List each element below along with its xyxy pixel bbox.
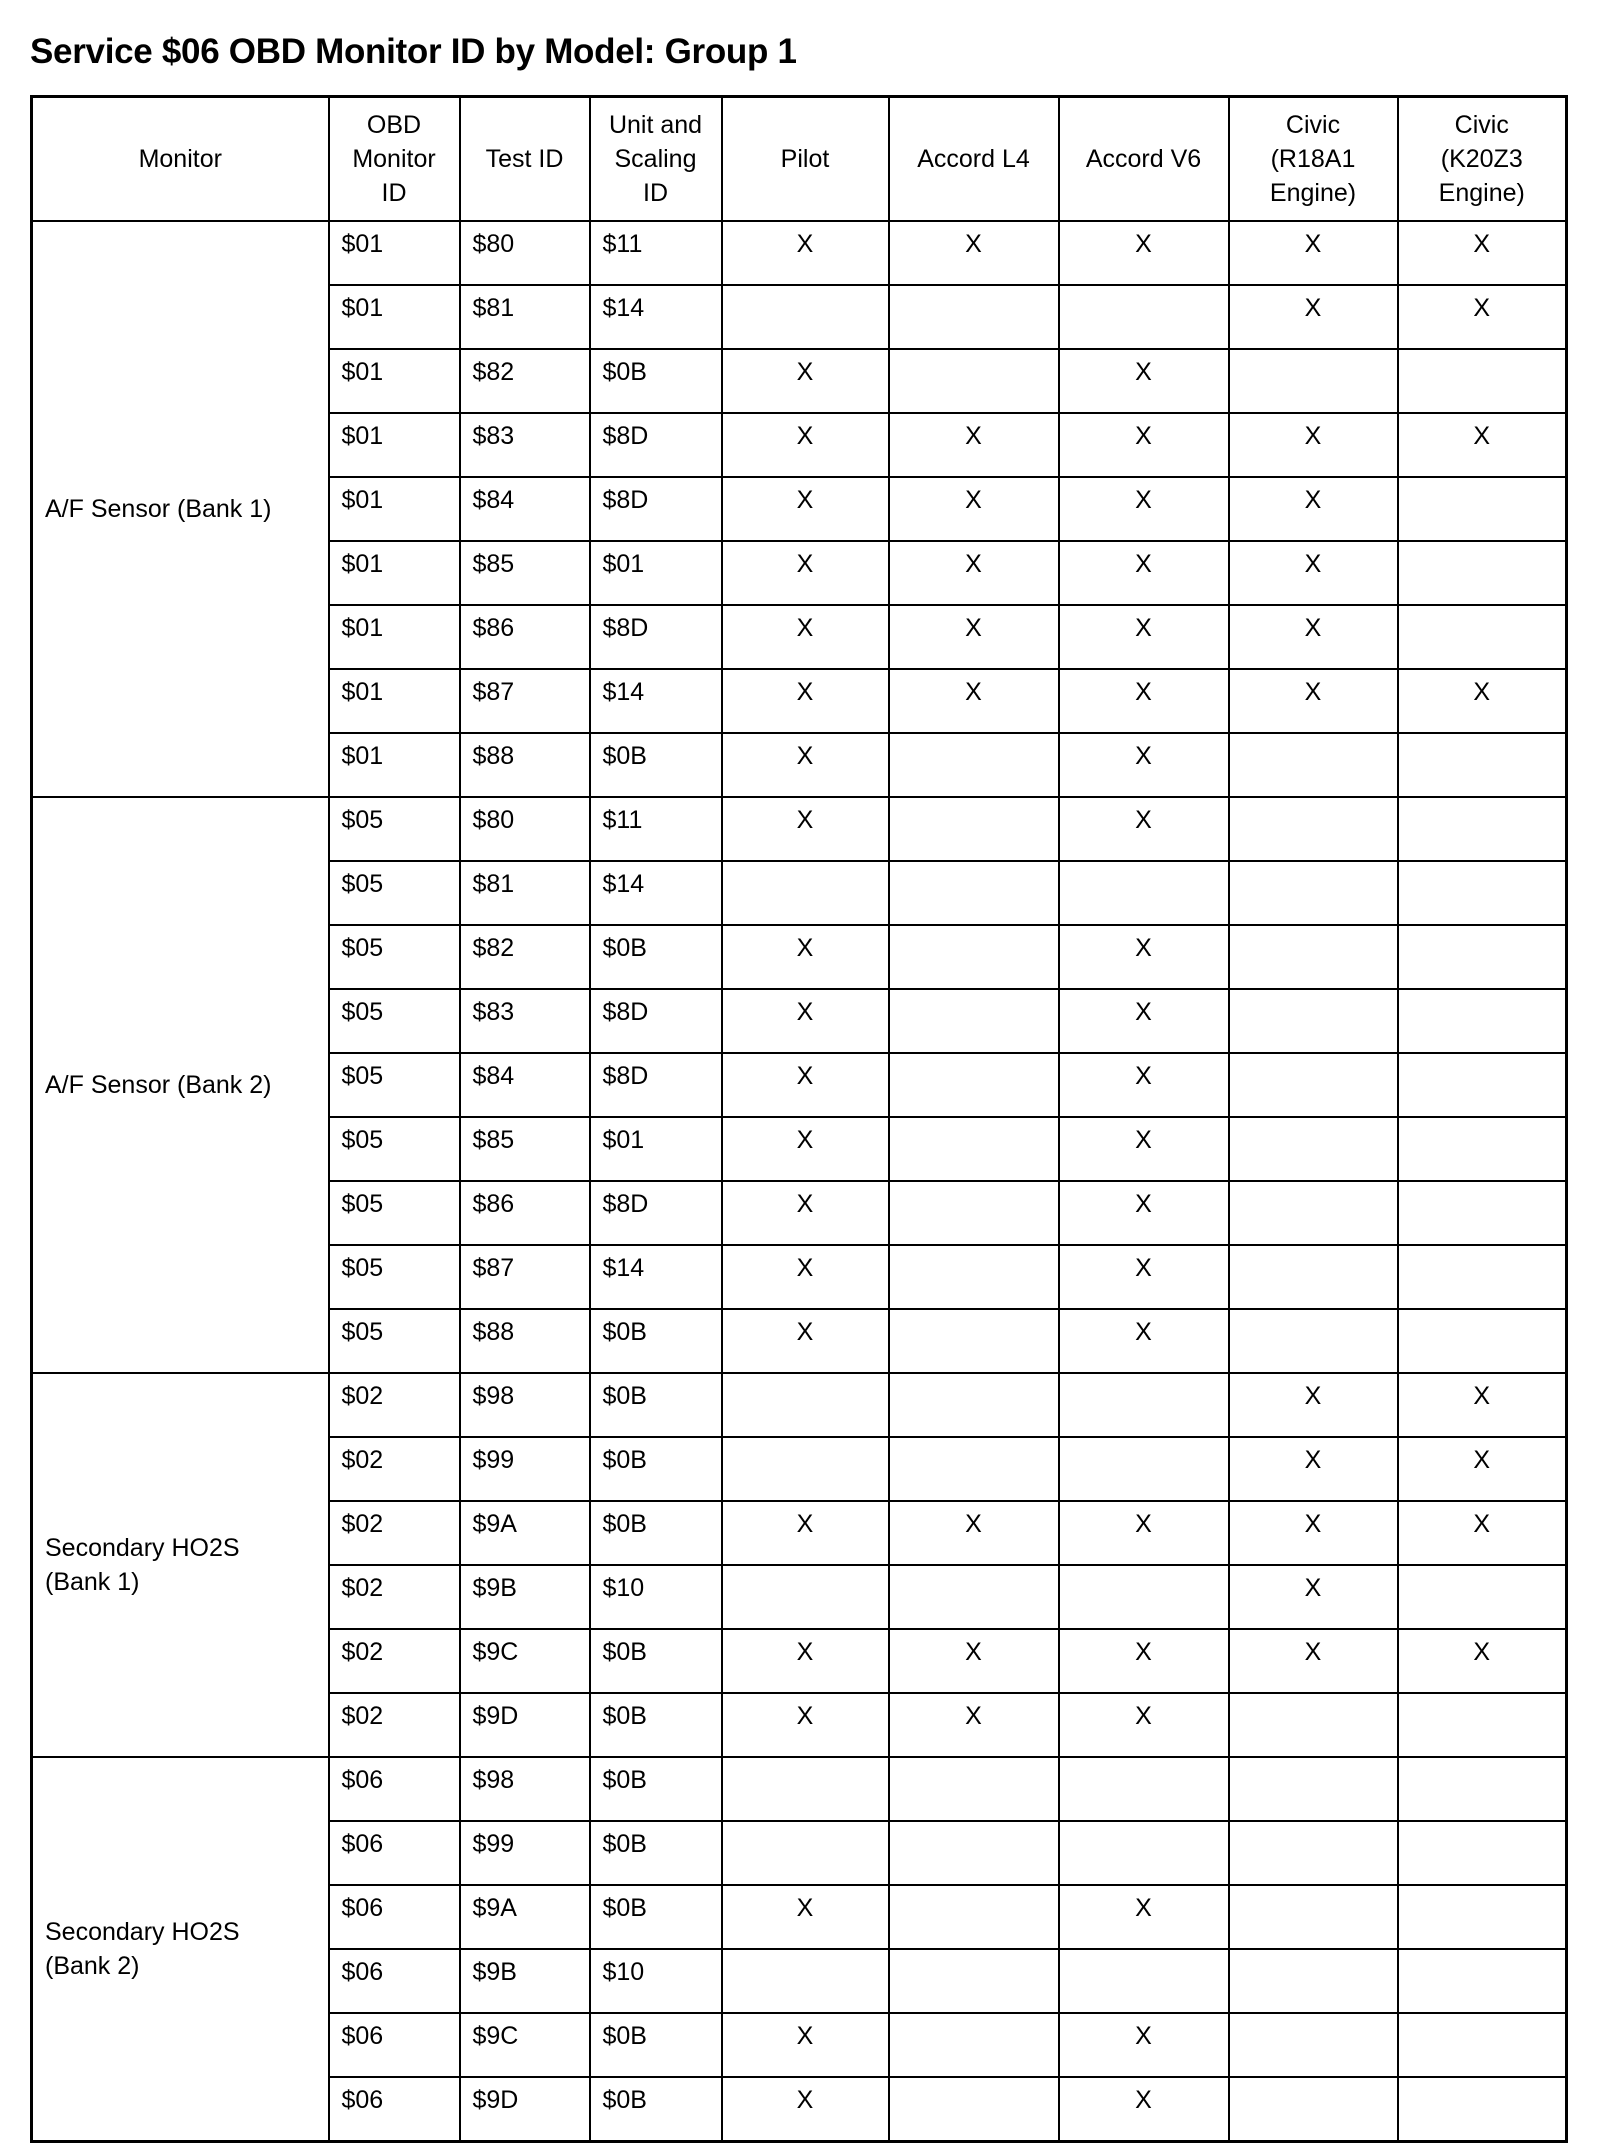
pilot-mark-cell: X [722, 989, 889, 1053]
civic-k20z3-mark-cell [1398, 2013, 1567, 2077]
test-id-cell: $83 [460, 989, 590, 1053]
test-id-cell: $99 [460, 1437, 590, 1501]
accord-v6-mark-cell: X [1059, 2013, 1229, 2077]
accord-v6-mark-cell [1059, 861, 1229, 925]
monitor-cell: Secondary HO2S (Bank 1) [32, 1373, 329, 1757]
unit-scaling-id-cell: $0B [590, 1821, 722, 1885]
civic-k20z3-mark-cell: X [1398, 1373, 1567, 1437]
test-id-cell: $80 [460, 797, 590, 861]
obd-monitor-id-cell: $02 [329, 1629, 460, 1693]
civic-k20z3-mark-cell [1398, 1693, 1567, 1757]
unit-scaling-id-cell: $0B [590, 2077, 722, 2142]
civic-k20z3-mark-cell [1398, 1885, 1567, 1949]
civic-r18a1-mark-cell: X [1229, 1629, 1398, 1693]
accord-v6-mark-cell [1059, 1437, 1229, 1501]
civic-k20z3-mark-cell [1398, 797, 1567, 861]
civic-k20z3-mark-cell: X [1398, 221, 1567, 285]
unit-scaling-id-cell: $8D [590, 1053, 722, 1117]
obd-monitor-id-cell: $01 [329, 477, 460, 541]
unit-scaling-id-cell: $8D [590, 413, 722, 477]
pilot-mark-cell: X [722, 797, 889, 861]
civic-r18a1-mark-cell: X [1229, 1373, 1398, 1437]
pilot-mark-cell: X [722, 1693, 889, 1757]
civic-k20z3-mark-cell: X [1398, 285, 1567, 349]
accord-v6-mark-cell: X [1059, 221, 1229, 285]
header-pilot: Pilot [722, 97, 889, 222]
test-id-cell: $9B [460, 1949, 590, 2013]
unit-scaling-id-cell: $14 [590, 669, 722, 733]
civic-k20z3-mark-cell: X [1398, 1501, 1567, 1565]
accord-l4-mark-cell [889, 1373, 1059, 1437]
page-title: Service $06 OBD Monitor ID by Model: Group 1 [30, 32, 797, 71]
pilot-mark-cell: X [722, 925, 889, 989]
test-id-cell: $85 [460, 541, 590, 605]
test-id-cell: $84 [460, 477, 590, 541]
test-id-cell: $86 [460, 605, 590, 669]
header-accord-l4: Accord L4 [889, 97, 1059, 222]
obd-monitor-id-cell: $01 [329, 349, 460, 413]
accord-l4-mark-cell: X [889, 669, 1059, 733]
test-id-cell: $98 [460, 1373, 590, 1437]
obd-monitor-id-cell: $02 [329, 1693, 460, 1757]
pilot-mark-cell: X [722, 1181, 889, 1245]
obd-monitor-id-cell: $05 [329, 1309, 460, 1373]
obd-monitor-id-cell: $05 [329, 1053, 460, 1117]
pilot-mark-cell: X [722, 1309, 889, 1373]
obd-monitor-id-cell: $01 [329, 285, 460, 349]
pilot-mark-cell [722, 285, 889, 349]
civic-r18a1-mark-cell [1229, 1181, 1398, 1245]
pilot-mark-cell: X [722, 1629, 889, 1693]
accord-v6-mark-cell [1059, 1757, 1229, 1821]
civic-r18a1-mark-cell: X [1229, 413, 1398, 477]
accord-v6-mark-cell: X [1059, 1117, 1229, 1181]
table-row [32, 1757, 1567, 1821]
unit-scaling-id-cell: $01 [590, 1117, 722, 1181]
table-row [32, 221, 1567, 285]
civic-k20z3-mark-cell [1398, 925, 1567, 989]
test-id-cell: $9B [460, 1565, 590, 1629]
accord-v6-mark-cell: X [1059, 797, 1229, 861]
accord-l4-mark-cell: X [889, 1693, 1059, 1757]
test-id-cell: $84 [460, 1053, 590, 1117]
civic-k20z3-mark-cell [1398, 1245, 1567, 1309]
monitor-cell: A/F Sensor (Bank 2) [32, 797, 329, 1373]
accord-l4-mark-cell: X [889, 1501, 1059, 1565]
civic-r18a1-mark-cell [1229, 797, 1398, 861]
unit-scaling-id-cell: $0B [590, 1373, 722, 1437]
obd-monitor-id-cell: $06 [329, 1821, 460, 1885]
accord-l4-mark-cell: X [889, 477, 1059, 541]
accord-l4-mark-cell: X [889, 413, 1059, 477]
unit-scaling-id-cell: $0B [590, 1629, 722, 1693]
accord-l4-mark-cell [889, 1757, 1059, 1821]
obd-monitor-id-cell: $05 [329, 861, 460, 925]
unit-scaling-id-cell: $0B [590, 925, 722, 989]
accord-l4-mark-cell [889, 349, 1059, 413]
civic-k20z3-mark-cell [1398, 1565, 1567, 1629]
monitor-cell: Secondary HO2S (Bank 2) [32, 1757, 329, 2142]
civic-r18a1-mark-cell: X [1229, 541, 1398, 605]
civic-k20z3-mark-cell [1398, 1181, 1567, 1245]
accord-v6-mark-cell: X [1059, 605, 1229, 669]
accord-v6-mark-cell: X [1059, 1245, 1229, 1309]
accord-v6-mark-cell: X [1059, 1693, 1229, 1757]
civic-k20z3-mark-cell [1398, 1309, 1567, 1373]
pilot-mark-cell: X [722, 733, 889, 797]
pilot-mark-cell [722, 1565, 889, 1629]
accord-l4-mark-cell [889, 1437, 1059, 1501]
obd-monitor-id-cell: $01 [329, 605, 460, 669]
accord-l4-mark-cell [889, 861, 1059, 925]
civic-r18a1-mark-cell [1229, 2077, 1398, 2142]
accord-v6-mark-cell: X [1059, 989, 1229, 1053]
unit-scaling-id-cell: $14 [590, 1245, 722, 1309]
pilot-mark-cell [722, 1949, 889, 2013]
header-accord-v6: Accord V6 [1059, 97, 1229, 222]
pilot-mark-cell: X [722, 2013, 889, 2077]
accord-l4-mark-cell [889, 2077, 1059, 2142]
civic-k20z3-mark-cell: X [1398, 1437, 1567, 1501]
civic-r18a1-mark-cell [1229, 349, 1398, 413]
civic-k20z3-mark-cell [1398, 989, 1567, 1053]
header-civic-k20z3: Civic (K20Z3 Engine) [1398, 97, 1567, 222]
test-id-cell: $88 [460, 1309, 590, 1373]
pilot-mark-cell: X [722, 541, 889, 605]
civic-k20z3-mark-cell [1398, 861, 1567, 925]
civic-r18a1-mark-cell [1229, 1757, 1398, 1821]
accord-l4-mark-cell: X [889, 605, 1059, 669]
accord-v6-mark-cell: X [1059, 1629, 1229, 1693]
test-id-cell: $82 [460, 925, 590, 989]
obd-monitor-id-cell: $01 [329, 413, 460, 477]
test-id-cell: $80 [460, 221, 590, 285]
test-id-cell: $86 [460, 1181, 590, 1245]
accord-v6-mark-cell: X [1059, 669, 1229, 733]
accord-l4-mark-cell [889, 1117, 1059, 1181]
unit-scaling-id-cell: $8D [590, 477, 722, 541]
civic-k20z3-mark-cell [1398, 1821, 1567, 1885]
test-id-cell: $98 [460, 1757, 590, 1821]
test-id-cell: $82 [460, 349, 590, 413]
accord-v6-mark-cell: X [1059, 2077, 1229, 2142]
header-row [32, 97, 1567, 222]
accord-v6-mark-cell: X [1059, 1309, 1229, 1373]
header-civic-r18a1: Civic (R18A1 Engine) [1229, 97, 1398, 222]
unit-scaling-id-cell: $0B [590, 1885, 722, 1949]
test-id-cell: $99 [460, 1821, 590, 1885]
test-id-cell: $85 [460, 1117, 590, 1181]
header-test-id: Test ID [460, 97, 590, 222]
obd-monitor-id-cell: $02 [329, 1565, 460, 1629]
obd-monitor-id-cell: $01 [329, 541, 460, 605]
civic-k20z3-mark-cell [1398, 733, 1567, 797]
table-row [32, 797, 1567, 861]
civic-r18a1-mark-cell: X [1229, 221, 1398, 285]
accord-v6-mark-cell: X [1059, 1053, 1229, 1117]
accord-l4-mark-cell [889, 1245, 1059, 1309]
obd-monitor-id-cell: $05 [329, 989, 460, 1053]
monitor-cell: A/F Sensor (Bank 1) [32, 221, 329, 797]
unit-scaling-id-cell: $0B [590, 2013, 722, 2077]
civic-r18a1-mark-cell [1229, 925, 1398, 989]
accord-v6-mark-cell [1059, 1565, 1229, 1629]
unit-scaling-id-cell: $10 [590, 1949, 722, 2013]
accord-l4-mark-cell [889, 1949, 1059, 2013]
obd-monitor-id-cell: $01 [329, 733, 460, 797]
obd-monitor-id-cell: $01 [329, 669, 460, 733]
test-id-cell: $9A [460, 1501, 590, 1565]
accord-v6-mark-cell [1059, 1821, 1229, 1885]
test-id-cell: $81 [460, 285, 590, 349]
accord-l4-mark-cell [889, 733, 1059, 797]
obd-monitor-id-cell: $05 [329, 1245, 460, 1309]
unit-scaling-id-cell: $8D [590, 1181, 722, 1245]
unit-scaling-id-cell: $0B [590, 1501, 722, 1565]
civic-r18a1-mark-cell [1229, 861, 1398, 925]
pilot-mark-cell [722, 1437, 889, 1501]
accord-l4-mark-cell: X [889, 1629, 1059, 1693]
accord-v6-mark-cell [1059, 1949, 1229, 2013]
civic-r18a1-mark-cell [1229, 1693, 1398, 1757]
accord-v6-mark-cell: X [1059, 1885, 1229, 1949]
test-id-cell: $81 [460, 861, 590, 925]
civic-k20z3-mark-cell [1398, 1757, 1567, 1821]
civic-r18a1-mark-cell: X [1229, 285, 1398, 349]
pilot-mark-cell: X [722, 477, 889, 541]
civic-r18a1-mark-cell [1229, 989, 1398, 1053]
accord-v6-mark-cell: X [1059, 1501, 1229, 1565]
pilot-mark-cell [722, 861, 889, 925]
unit-scaling-id-cell: $14 [590, 861, 722, 925]
civic-r18a1-mark-cell [1229, 1885, 1398, 1949]
table-body [32, 221, 1567, 2142]
accord-l4-mark-cell [889, 1821, 1059, 1885]
accord-l4-mark-cell: X [889, 221, 1059, 285]
civic-k20z3-mark-cell [1398, 477, 1567, 541]
civic-k20z3-mark-cell [1398, 2077, 1567, 2142]
civic-k20z3-mark-cell [1398, 1117, 1567, 1181]
unit-scaling-id-cell: $8D [590, 989, 722, 1053]
obd-monitor-id-cell: $02 [329, 1501, 460, 1565]
pilot-mark-cell: X [722, 1053, 889, 1117]
civic-k20z3-mark-cell: X [1398, 413, 1567, 477]
obd-monitor-id-cell: $05 [329, 1117, 460, 1181]
obd-monitor-id-cell: $06 [329, 2077, 460, 2142]
civic-r18a1-mark-cell [1229, 1053, 1398, 1117]
test-id-cell: $88 [460, 733, 590, 797]
civic-r18a1-mark-cell [1229, 733, 1398, 797]
civic-r18a1-mark-cell: X [1229, 1565, 1398, 1629]
pilot-mark-cell: X [722, 1117, 889, 1181]
pilot-mark-cell: X [722, 221, 889, 285]
pilot-mark-cell: X [722, 1245, 889, 1309]
obd-monitor-id-cell: $06 [329, 1885, 460, 1949]
accord-v6-mark-cell: X [1059, 413, 1229, 477]
civic-r18a1-mark-cell [1229, 1949, 1398, 2013]
civic-k20z3-mark-cell [1398, 1053, 1567, 1117]
accord-l4-mark-cell [889, 1565, 1059, 1629]
header-unit-scaling-id: Unit and Scaling ID [590, 97, 722, 222]
unit-scaling-id-cell: $14 [590, 285, 722, 349]
test-id-cell: $9D [460, 1693, 590, 1757]
unit-scaling-id-cell: $0B [590, 1757, 722, 1821]
civic-k20z3-mark-cell [1398, 1949, 1567, 2013]
civic-r18a1-mark-cell: X [1229, 669, 1398, 733]
test-id-cell: $9C [460, 1629, 590, 1693]
obd-monitor-id-cell: $02 [329, 1437, 460, 1501]
accord-v6-mark-cell [1059, 285, 1229, 349]
obd-monitor-id-cell: $02 [329, 1373, 460, 1437]
unit-scaling-id-cell: $0B [590, 1693, 722, 1757]
unit-scaling-id-cell: $10 [590, 1565, 722, 1629]
pilot-mark-cell: X [722, 1885, 889, 1949]
test-id-cell: $83 [460, 413, 590, 477]
unit-scaling-id-cell: $0B [590, 1309, 722, 1373]
header-obd-monitor-id: OBD Monitor ID [329, 97, 460, 222]
unit-scaling-id-cell: $0B [590, 1437, 722, 1501]
header-monitor: Monitor [32, 97, 329, 222]
pilot-mark-cell [722, 1821, 889, 1885]
obd-monitor-id-cell: $05 [329, 797, 460, 861]
table-row [32, 1373, 1567, 1437]
civic-r18a1-mark-cell [1229, 2013, 1398, 2077]
test-id-cell: $9D [460, 2077, 590, 2142]
unit-scaling-id-cell: $11 [590, 797, 722, 861]
accord-v6-mark-cell [1059, 1373, 1229, 1437]
pilot-mark-cell [722, 1373, 889, 1437]
civic-r18a1-mark-cell: X [1229, 1501, 1398, 1565]
obd-monitor-id-cell: $06 [329, 1757, 460, 1821]
civic-r18a1-mark-cell [1229, 1821, 1398, 1885]
accord-v6-mark-cell: X [1059, 1181, 1229, 1245]
accord-l4-mark-cell [889, 1309, 1059, 1373]
accord-l4-mark-cell [889, 1181, 1059, 1245]
monitor-id-table [30, 95, 1568, 2143]
accord-l4-mark-cell [889, 1885, 1059, 1949]
pilot-mark-cell: X [722, 2077, 889, 2142]
accord-l4-mark-cell [889, 285, 1059, 349]
pilot-mark-cell: X [722, 669, 889, 733]
civic-r18a1-mark-cell [1229, 1117, 1398, 1181]
accord-v6-mark-cell: X [1059, 733, 1229, 797]
obd-monitor-id-cell: $06 [329, 2013, 460, 2077]
obd-monitor-id-cell: $05 [329, 1181, 460, 1245]
test-id-cell: $9C [460, 2013, 590, 2077]
civic-k20z3-mark-cell [1398, 605, 1567, 669]
civic-k20z3-mark-cell: X [1398, 1629, 1567, 1693]
pilot-mark-cell: X [722, 605, 889, 669]
civic-r18a1-mark-cell [1229, 1309, 1398, 1373]
unit-scaling-id-cell: $01 [590, 541, 722, 605]
accord-v6-mark-cell: X [1059, 541, 1229, 605]
test-id-cell: $87 [460, 1245, 590, 1309]
unit-scaling-id-cell: $0B [590, 349, 722, 413]
civic-r18a1-mark-cell [1229, 1245, 1398, 1309]
civic-r18a1-mark-cell: X [1229, 605, 1398, 669]
accord-l4-mark-cell [889, 989, 1059, 1053]
accord-l4-mark-cell [889, 1053, 1059, 1117]
civic-r18a1-mark-cell: X [1229, 1437, 1398, 1501]
accord-v6-mark-cell: X [1059, 477, 1229, 541]
accord-l4-mark-cell [889, 925, 1059, 989]
pilot-mark-cell [722, 1757, 889, 1821]
obd-monitor-id-cell: $05 [329, 925, 460, 989]
accord-v6-mark-cell: X [1059, 349, 1229, 413]
pilot-mark-cell: X [722, 413, 889, 477]
accord-l4-mark-cell [889, 2013, 1059, 2077]
unit-scaling-id-cell: $0B [590, 733, 722, 797]
civic-k20z3-mark-cell [1398, 541, 1567, 605]
unit-scaling-id-cell: $8D [590, 605, 722, 669]
unit-scaling-id-cell: $11 [590, 221, 722, 285]
test-id-cell: $87 [460, 669, 590, 733]
accord-l4-mark-cell: X [889, 541, 1059, 605]
pilot-mark-cell: X [722, 1501, 889, 1565]
pilot-mark-cell: X [722, 349, 889, 413]
civic-k20z3-mark-cell [1398, 349, 1567, 413]
civic-r18a1-mark-cell: X [1229, 477, 1398, 541]
obd-monitor-id-cell: $06 [329, 1949, 460, 2013]
test-id-cell: $9A [460, 1885, 590, 1949]
accord-v6-mark-cell: X [1059, 925, 1229, 989]
civic-k20z3-mark-cell: X [1398, 669, 1567, 733]
accord-l4-mark-cell [889, 797, 1059, 861]
obd-monitor-id-cell: $01 [329, 221, 460, 285]
